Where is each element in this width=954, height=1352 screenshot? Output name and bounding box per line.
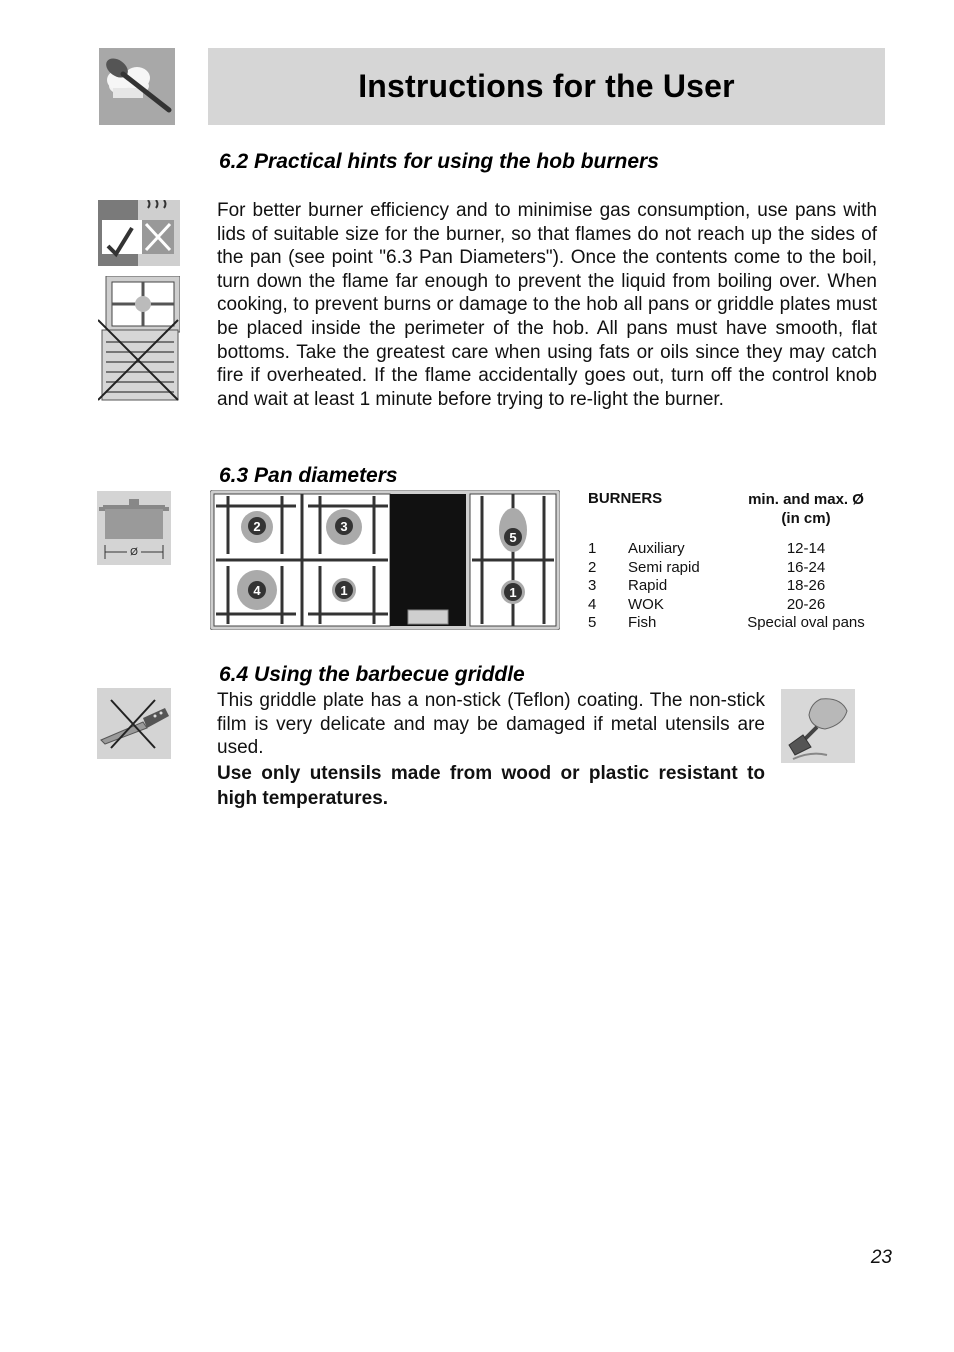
no-metal-utensil-icon bbox=[97, 688, 171, 759]
spatula-icon-box bbox=[781, 689, 855, 763]
row-num: 2 bbox=[588, 558, 597, 576]
row-size: Special oval pans bbox=[747, 614, 865, 631]
diameter-symbol: Ø bbox=[130, 547, 138, 558]
row-name: WOK bbox=[628, 595, 664, 613]
griddle-text-block bbox=[217, 689, 765, 811]
section-6-3-title: 6.3 Pan diameters bbox=[219, 464, 398, 487]
hob-griddle-crossed-icon bbox=[98, 276, 180, 402]
spatula-hand-icon bbox=[781, 689, 855, 763]
row-size: 16-24 bbox=[786, 558, 826, 576]
pan-diameter-icon-box bbox=[97, 491, 171, 565]
row-name: Auxiliary bbox=[628, 540, 685, 557]
table-row bbox=[586, 559, 882, 578]
row-num: 3 bbox=[588, 577, 597, 594]
pan-with-lid-icon bbox=[98, 200, 180, 266]
pan-lid-icon-box bbox=[98, 200, 180, 266]
burner-label-2: 2 bbox=[253, 519, 261, 534]
hob-diagram bbox=[210, 490, 560, 630]
table-row bbox=[586, 577, 882, 596]
no-knife-icon-box bbox=[97, 688, 171, 759]
row-name: Fish bbox=[628, 614, 657, 631]
burner-label-4: 4 bbox=[253, 583, 261, 598]
burner-label-5: 5 bbox=[509, 530, 517, 545]
col-size bbox=[736, 490, 876, 528]
hob-diagram-svg bbox=[210, 490, 560, 630]
section-6-2-body: For better burner efficiency and to minimise gas consumption, use pans with lids of suitable size for the burner, so that flames do not reach up the sides of the pan (see point "6.3 Pan Diameters"). Once the contents come to the boil, turn down the flame far enough to prevent the liquid from boiling over. When cooking, to prevent burns or damage to the hob all pans or griddle plates must be placed inside the perimeter of the hob. All pans must have smooth, flat bottoms. Take the greatest care when using fats or oils since they may catch fire if overheated. If the flame accidentally goes out, turn off the control knob and wait at least 1 minute before trying to re-light the burner. bbox=[217, 200, 877, 410]
burner-label-3: 3 bbox=[340, 519, 348, 534]
row-name: Rapid bbox=[628, 577, 668, 594]
burner-table-header bbox=[586, 488, 882, 540]
section-6-4-title: 6.4 Using the barbecue griddle bbox=[219, 663, 525, 686]
chef-hat-spoon-icon bbox=[99, 48, 175, 125]
burner-label-1b: 1 bbox=[509, 585, 517, 600]
section-6-4-body: This griddle plate has a non-stick (Teflon) coating. The non-stick film is very delicate and may be damaged if metal utensils are used. bbox=[217, 690, 765, 759]
col-size-line1: min. and max. Ø bbox=[748, 491, 864, 508]
header-icon bbox=[99, 48, 175, 125]
section-6-4-warning: Use only utensils made from wood or plastic resistant to high temperatures. bbox=[217, 762, 765, 809]
row-num: 1 bbox=[588, 540, 597, 557]
burner-label-1a: 1 bbox=[340, 583, 348, 598]
pan-diameter-icon bbox=[97, 491, 171, 565]
hob-griddle-icon-box bbox=[98, 276, 180, 402]
row-name: Semi rapid bbox=[628, 558, 700, 576]
row-num: 4 bbox=[588, 595, 597, 613]
header-bar bbox=[208, 48, 885, 125]
table-row bbox=[586, 614, 882, 633]
table-row bbox=[586, 540, 882, 559]
burner-table bbox=[586, 488, 882, 633]
page-number: 23 bbox=[870, 1247, 892, 1268]
row-size: 20-26 bbox=[786, 595, 826, 613]
row-size: 12-14 bbox=[786, 540, 826, 557]
section-6-2-title: 6.2 Practical hints for using the hob burners bbox=[219, 150, 659, 173]
row-size: 18-26 bbox=[786, 577, 826, 594]
col-burners: BURNERS bbox=[588, 490, 663, 507]
table-row bbox=[586, 596, 882, 615]
col-size-line2: (in cm) bbox=[781, 510, 831, 527]
row-num: 5 bbox=[588, 614, 597, 631]
page-title: Instructions for the User bbox=[358, 68, 735, 104]
